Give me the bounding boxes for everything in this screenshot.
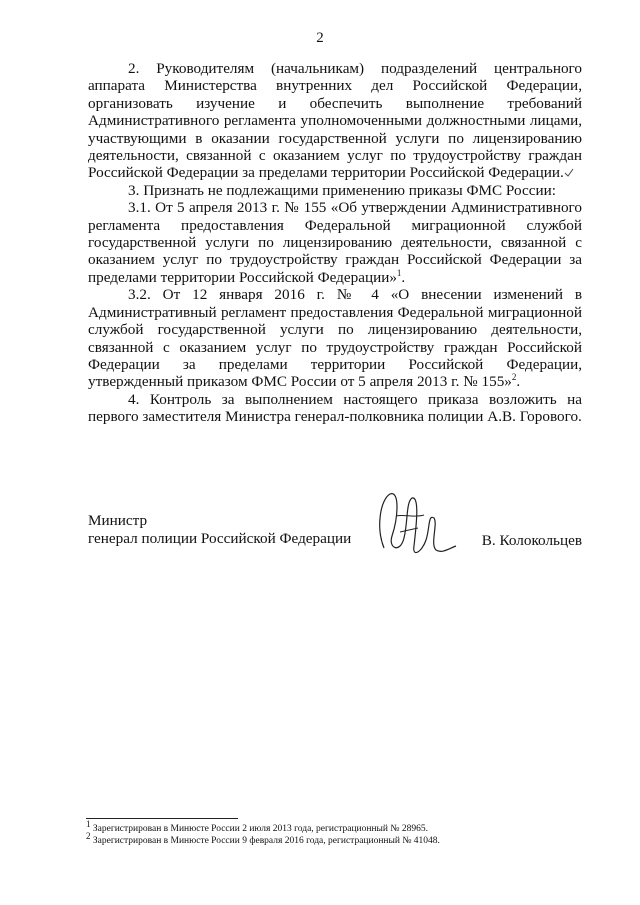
page-number: 2: [316, 30, 324, 46]
footnote-1: $^1$ Зарегистрирован в Минюсте России 2 июля 2013 года, регистрационный № 28965.: [86, 818, 428, 834]
signatory-title: Министр генерал полиции Российской Федерации: [88, 512, 352, 547]
handwritten-signature: [370, 488, 460, 568]
footnote-separator: [86, 818, 238, 819]
paragraph-2: 2. Руководителям (начальникам) подразделений центрального аппарата Министерства внутренних дел Российской Федерации, организовать изучение и обеспечить выполнение требований Административного регламента уполномоченными должностными лицами, участвующими в оказании государственной услуги по лицензированию деятельности, связанной с оказанием услуг по трудоустройству граждан Российской Федерации за пределами территории Российской Федерации.: [88, 60, 582, 182]
signatory-name: В. Колокольцев: [481, 532, 582, 549]
footnote-ref-2: 2: [511, 372, 517, 383]
paragraph-3-2: 3.2. От 12 января 2016 г. № 4 «О внесении изменений в Административный регламент предоставления Федеральной миграционной службой государственной услуги по лицензированию деятельности, связанной с оказанием услуг по трудоустройству граждан Российской Федерации за пределами территории Российской Федерации, утвержденный приказом ФМС России от 5 апреля 2013 г. № 155»$^2$.: [88, 286, 582, 391]
signature-block: [88, 512, 582, 572]
footnote-2: $^2$ Зарегистрирован в Минюсте России 9 февраля 2016 года, регистрационный № 41048.: [86, 830, 440, 846]
paragraph-3: 3. Признать не подлежащими применению приказы ФМС России:: [128, 181, 556, 199]
check-mark-icon: [564, 167, 574, 177]
paragraph-3-1: 3.1. От 5 апреля 2013 г. № 155 «Об утверждении Административного регламента предоставления Федеральной миграционной службой государственной услуги по лицензированию деятельности, связанной с оказанием услуг по трудоустройству граждан Российской Федерации за пределами территории Российской Федерации»$^1$.: [88, 199, 582, 286]
document-body: [88, 60, 582, 426]
footnote-ref-1: 1: [396, 267, 402, 278]
footnotes: [86, 818, 586, 847]
paragraph-4: 4. Контроль за выполнением настоящего приказа возложить на первого заместителя Министра генерал-полковника полиции А.В. Горового.: [88, 390, 582, 426]
